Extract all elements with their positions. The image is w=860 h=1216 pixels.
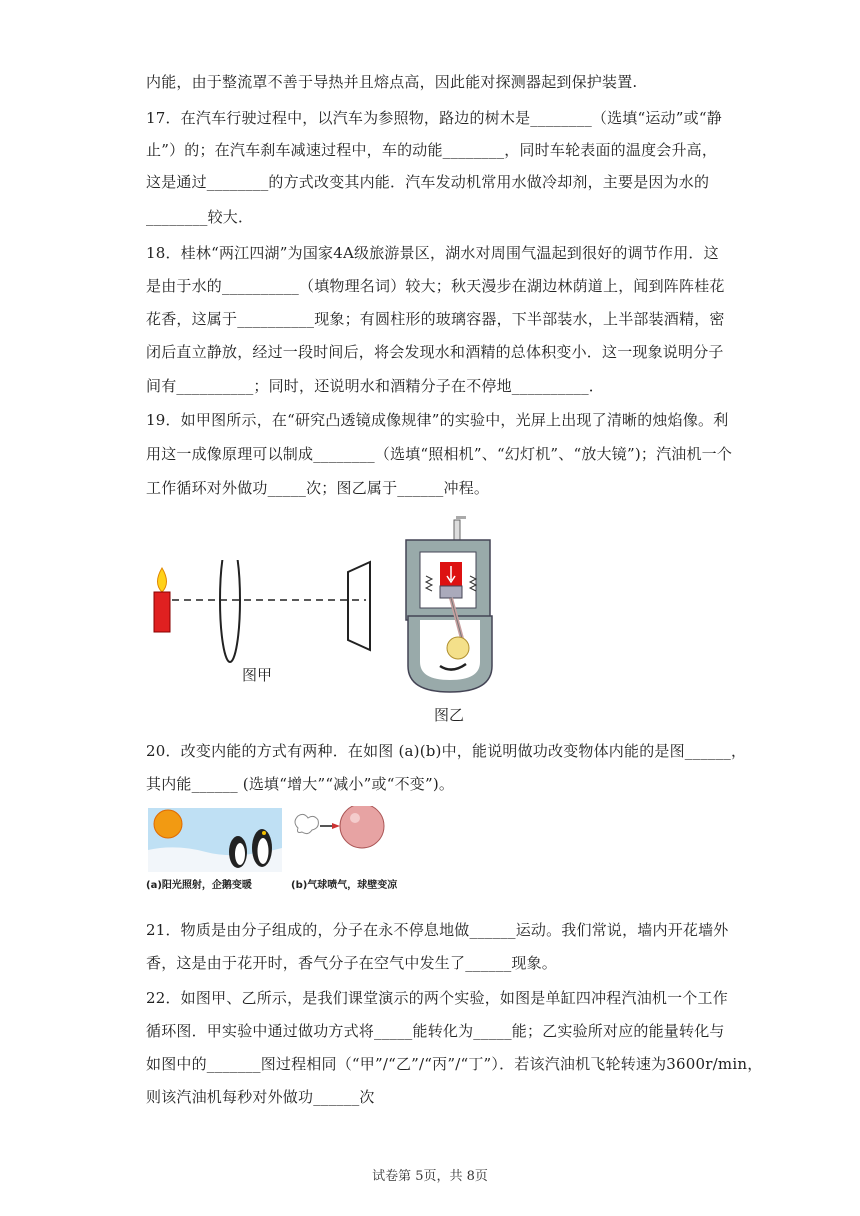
- text-line: 22．如图甲、乙所示，是我们课堂演示的两个实验，如图是单缸四冲程汽油机一个工作: [146, 989, 728, 1007]
- text-line: 如图中的_______图过程相同（“甲”/“乙”/“丙”/“丁”）．若该汽油机飞轮转速为3600r/min，: [146, 1055, 763, 1073]
- text-line: 这是通过________的方式改变其内能．汽车发动机常用水做冷却剂，主要是因为水的: [146, 173, 710, 191]
- balloon-icon: [340, 806, 384, 848]
- candle-icon: [154, 592, 170, 632]
- text-line: 18．桂林“两江四湖”为国家4A级旅游景区，湖水对周围气温起到很好的调节作用．这: [146, 244, 719, 262]
- four-stroke-engine-drawing: [400, 516, 500, 696]
- crankshaft-icon: [447, 637, 469, 659]
- text-line: 闭后直立静放，经过一段时间后，将会发现水和酒精的总体积变小．这一现象说明分子: [146, 343, 724, 361]
- figure-caption-b: (b)气球喷气，球壁变凉: [291, 880, 398, 891]
- text-line: 是由于水的__________（填物理名词）较大；秋天漫步在湖边林荫道上，闻到阵阵桂花: [146, 277, 725, 295]
- penguin-balloon-figure: [146, 806, 432, 898]
- text-line: 其内能______ (选填“增大”“减小”或“不变”)。: [146, 775, 455, 793]
- text-line: 止”）的；在汽车刹车减速过程中，车的动能________，同时车轮表面的温度会升高，: [146, 141, 718, 159]
- text-line: 用这一成像原理可以制成________（选填“照相机”、“幻灯机”、“放大镜”)；汽油机一个: [146, 445, 733, 463]
- figure-caption-a: (a)阳光照射，企鹅变暖: [146, 880, 252, 891]
- convex-lens-icon: [220, 560, 240, 662]
- lens-experiment-figure: [148, 560, 378, 690]
- text-line: 20．改变内能的方式有两种．在如图 (a)(b)中，能说明做功改变物体内能的是图______，: [146, 742, 747, 760]
- text-line: 21．物质是由分子组成的，分子在永不停息地做______运动。我们常说，墙内开花墙外: [146, 921, 729, 939]
- screen-icon: [348, 562, 370, 650]
- text-line: 内能，由于整流罩不善于导热并且熔点高，因此能对探测器起到保护装置.: [146, 73, 638, 91]
- penguin-balloon-drawing: [146, 806, 432, 876]
- text-line: 19．如甲图所示，在“研究凸透镜成像规律”的实验中，光屏上出现了清晰的烛焰像。利: [146, 411, 729, 429]
- figure-caption-jia: 图甲: [242, 666, 273, 684]
- text-line: 17．在汽车行驶过程中，以汽车为参照物，路边的树木是________（选填“运动”或“静: [146, 109, 722, 127]
- engine-figure: [400, 516, 500, 726]
- text-line: 工作循环对外做功_____次；图乙属于______冲程。: [146, 479, 490, 497]
- text-line: 香，这是由于花开时，香气分子在空气中发生了______现象。: [146, 954, 558, 972]
- flame-icon: [158, 568, 167, 592]
- spark-plug-icon: [454, 520, 460, 542]
- piston-icon: [440, 586, 462, 598]
- page-footer: 试卷第 5页，共 8页: [372, 1169, 488, 1184]
- text-line: 花香，这属于__________现象；有圆柱形的玻璃容器，下半部装水，上半部装酒精，密: [146, 310, 725, 328]
- figure-caption-yi: 图乙: [434, 706, 465, 724]
- sun-icon: [154, 810, 182, 838]
- text-line: ________较大．: [146, 208, 254, 226]
- text-line: 间有__________；同时，还说明水和酒精分子在不停地__________．: [146, 377, 605, 395]
- text-line: 则该汽油机每秒对外做功______次: [146, 1088, 375, 1106]
- text-line: 循环图．甲实验中通过做功方式将_____能转化为_____能；乙实验所对应的能量转化与: [146, 1022, 725, 1040]
- air-puff-icon: [295, 814, 318, 833]
